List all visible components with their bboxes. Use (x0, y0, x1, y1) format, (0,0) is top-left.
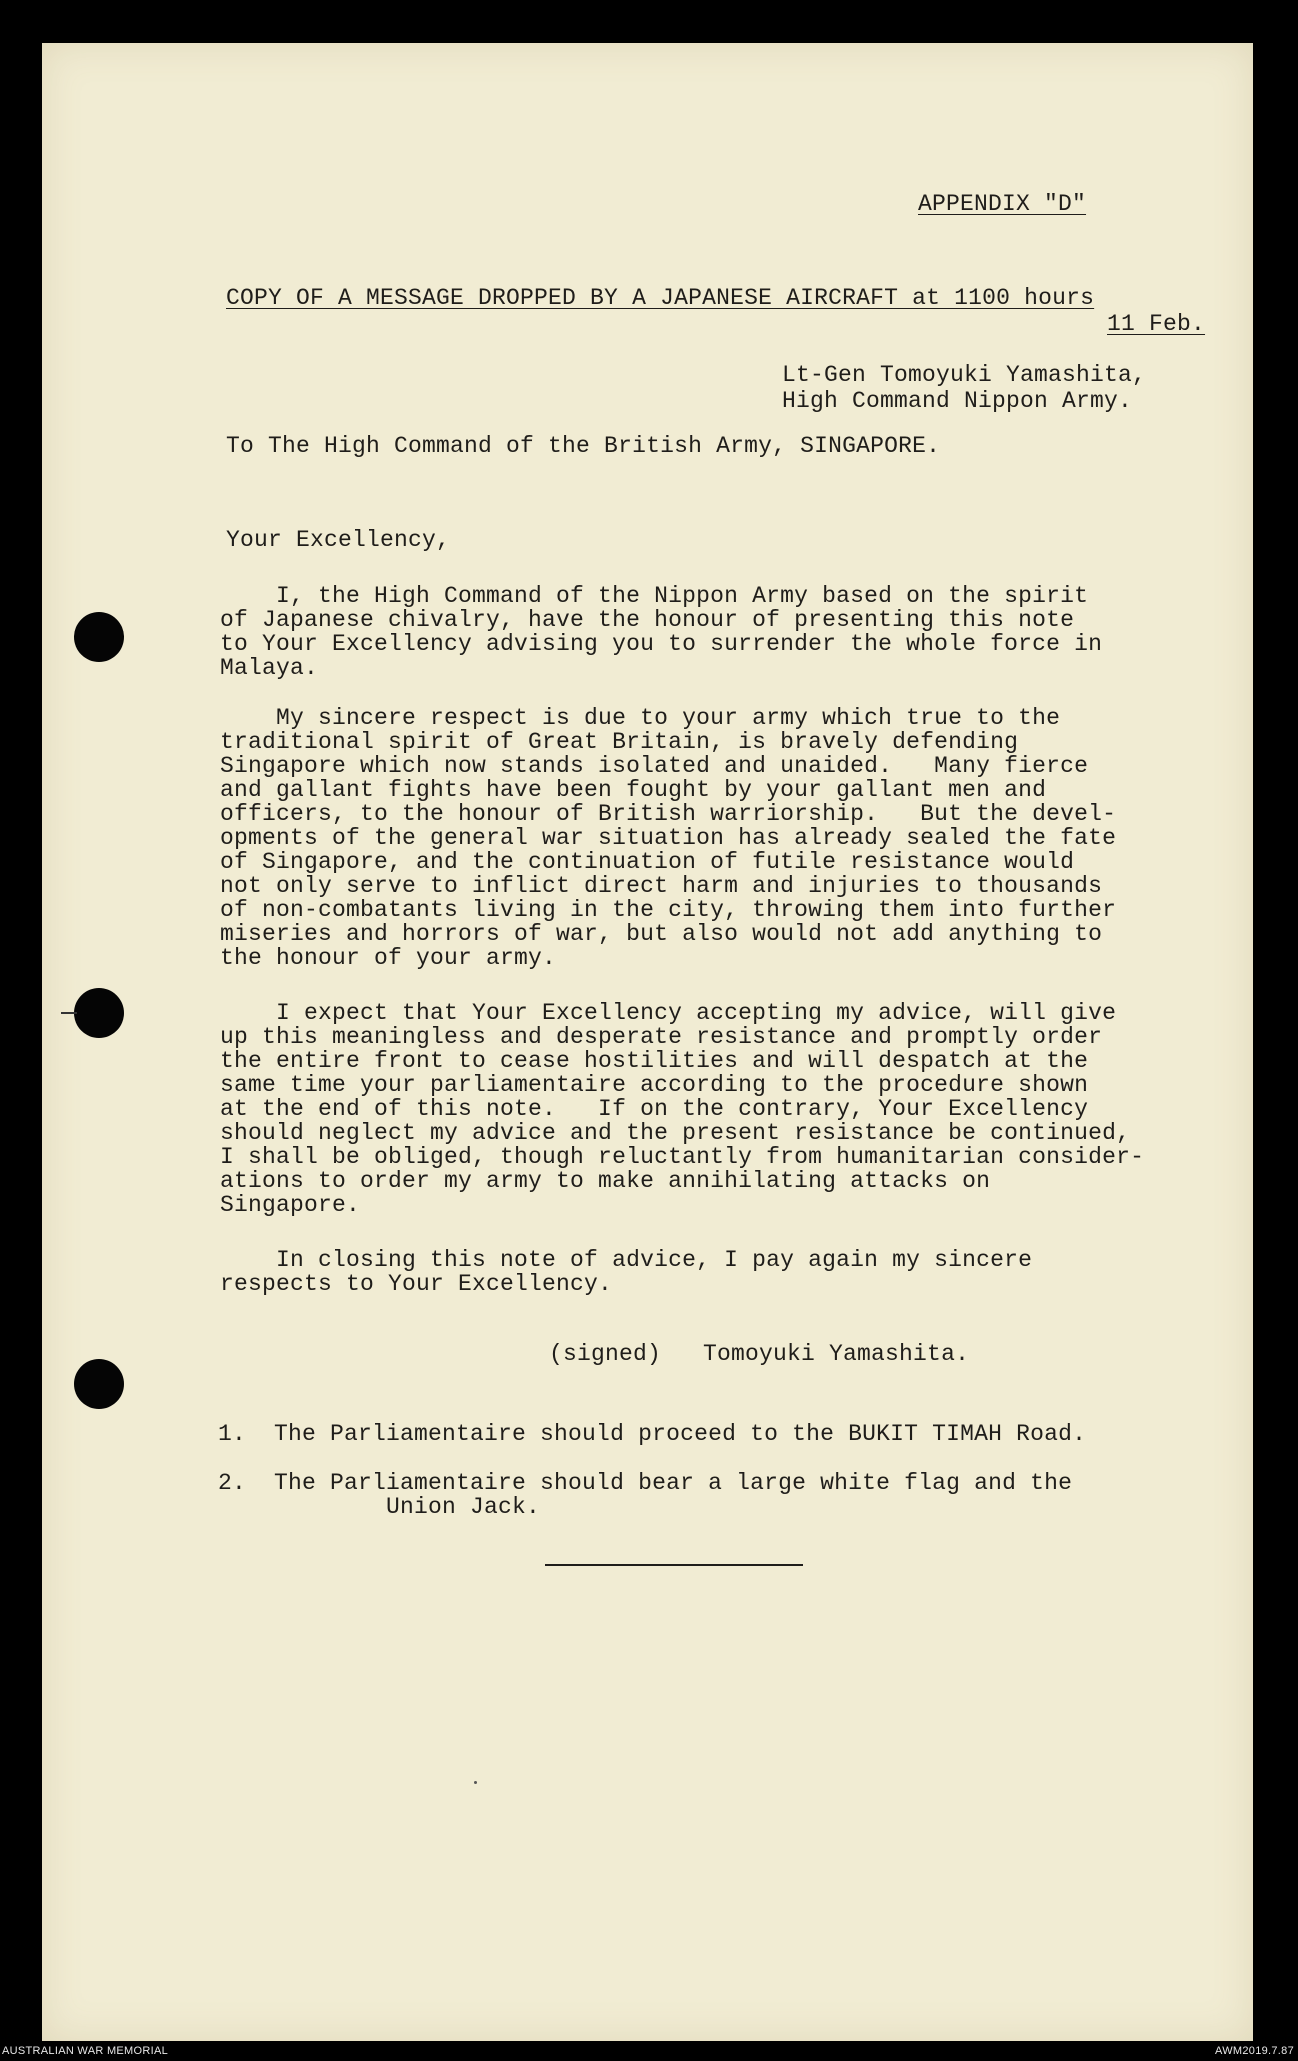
salutation: Your Excellency, (226, 527, 451, 553)
paper-speck (474, 1781, 477, 1784)
punch-hole (74, 988, 124, 1038)
end-rule (545, 1564, 803, 1566)
footer-institution: AUSTRALIAN WAR MEMORIAL (2, 2045, 169, 2057)
paragraph-surrender-advice: I, the High Command of the Nippon Army based on the spirit of Japanese chivalry, have the honour of presenting this note to Your Excellency advising you to surrender the whole force in Malaya. (220, 583, 1103, 681)
footer-accession-number: AWM2019.7.87 (1214, 2045, 1294, 2057)
sender-name: Lt-Gen Tomoyuki Yamashita, (782, 362, 1147, 388)
paragraph-ultimatum: I expect that Your Excellency accepting my advice, will give up this meaningless and desperate resistance and promptly order the entire front to cease hostilities and will despatch at the same time your parliamentaire according to the procedure shown at the end of this note. If on the contrary, Your Excellency should neglect my advice and the present resistance be continued, I shall be obliged, though reluctantly from humanitarian consider- ations to order my army to make annihilating attacks on Singapore. (220, 1000, 1145, 1218)
signature-line: (signed) Tomoyuki Yamashita. (549, 1341, 970, 1367)
procedure-note-1: 1. The Parliamentaire should proceed to the BUKIT TIMAH Road. (218, 1421, 1087, 1447)
punch-hole (74, 612, 124, 662)
procedure-note-2: 2. The Parliamentaire should bear a large white flag and the Union Jack. (218, 1470, 1073, 1520)
paragraph-closing: In closing this note of advice, I pay again my sincere respects to Your Excellency. (220, 1247, 1033, 1297)
recipient-line: To The High Command of the British Army, SINGAPORE. (226, 433, 941, 459)
document-heading: COPY OF A MESSAGE DROPPED BY A JAPANESE AIRCRAFT at 1100 hours (226, 285, 1095, 311)
paper-tear-mark (61, 1012, 77, 1014)
appendix-label: APPENDIX "D" (918, 191, 1087, 217)
sender-title: High Command Nippon Army. (782, 388, 1133, 414)
paragraph-respect: My sincere respect is due to your army which true to the traditional spirit of Great Britain, is bravely defending Singapore which now stands isolated and unaided. Many fierce and gallant fights have been fought by your gallant men and officers, to the honour of British warriorship. But the devel- opments of the general war situation has already sealed the fate of Singapore, and the continuation of futile resistance would not only serve to inflict direct harm and injuries to thousands of non-combatants living in the city, throwing them into further miseries and horrors of war, but also would not add anything to the honour of your army. (220, 705, 1117, 971)
punch-hole (74, 1359, 124, 1409)
heading-date: 11 Feb. (1107, 311, 1206, 337)
